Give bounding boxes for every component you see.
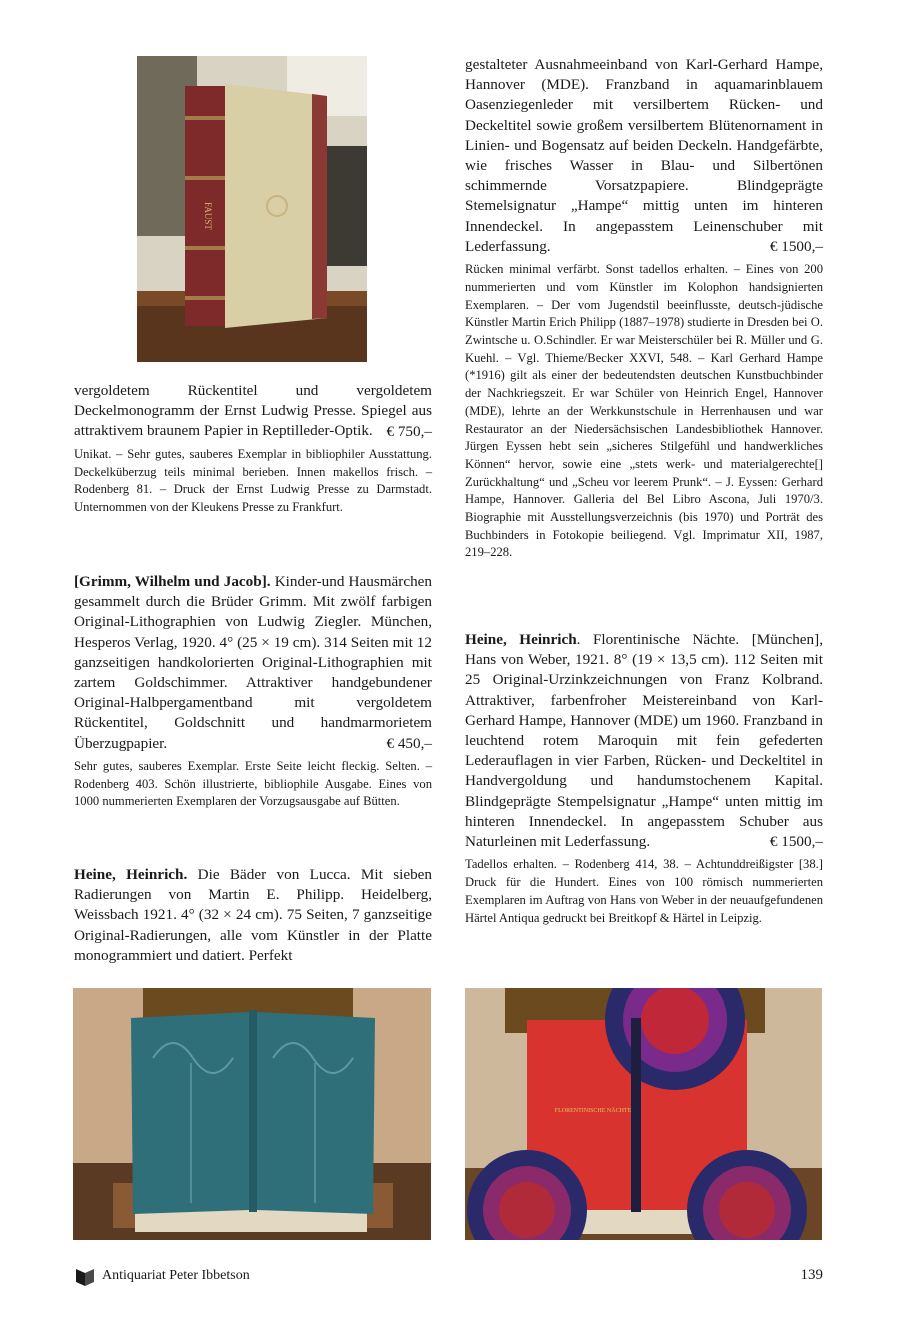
entry-note: Unikat. – Sehr gutes, sauberes Exemplar in bibliophiler Ausstattung. Deckelküberzug teils minimal berieben. Innen makellos frisch. – Rodenberg 81. – Druck der Ernst Ludwig Presse zu Darmstadt. Unternommen von der Kleukens Presse zu Frankfurt. [74, 446, 432, 514]
entry-grimm [74, 572, 432, 811]
footer-publisher: Antiquariat Peter Ibbetson [102, 1268, 250, 1283]
entry-author: Heine, Heinrich. [74, 866, 188, 883]
entry-author: [Grimm, Wilhelm und Jacob]. [74, 573, 271, 590]
entry-note: Sehr gutes, sauberes Exemplar. Erste Seite leicht fleckig. Selten. – Rodenberg 403. Schön illustrierte, bibliophile Ausgabe. Eines von 1000 nummerierten Exemplaren der Vorzugsausgabe auf Bütten. [74, 759, 432, 809]
price: € 1500,– [769, 238, 823, 256]
entry-text: . Florentinische Nächte. [München], Hans von Weber, 1921. 8° (19 × 13,5 cm). 112 Seiten mit 25 Original-Urzinkzeichnungen von Franz Kolbrand. Attraktiver, farbenfroher Meistereinband von Karl-Gerhard Hampe, Hannover (MDE) um 1960. Franzband in leuchtend rotem Maroquin mit fein gefederten Lederauflagen in vier Farben, Rücken- und Deckeltitel in Handvergoldung und handumstochenem Kapital. Blindgeprägte Stempelsignatur „Hampe“ unten mittig im hinteren Innendeckel. In angepasstem Schuber aus Naturleinen mit Lederfassung. [465, 631, 823, 851]
lucca-book-photo [73, 988, 431, 1240]
entry-text: Kinder-und Hausmärchen gesammelt durch die Brüder Grimm. Mit zwölf farbigen Original-Lithographien von Ludwig Ziegler. München, Hesperos Verlag, 1920. 4° (25 × 19 cm). 314 Seiten mit 12 ganzseitigen handkolorierten Original-Lithographien mit zartem Goldschimmer. Attraktiver handgebundener Original-Halbpergamentband mit vergoldetem Rückentitel, Goldschnitt und handmarmorietem Überzugpapier. [74, 573, 433, 752]
entry-faust-continuation [74, 381, 432, 517]
entry-text: gestalteter Ausnahmeeinband von Karl-Gerhard Hampe, Hannover (MDE). Franzband in aquamarinblauem Oasenziegenleder mit versilbertem Rücken- und Deckeltitel sowie großem versilbertem Blütenornament in Linien- und Bogensatz auf beiden Deckeln. Handgefärbte, wie frisches Wasser in Blau- und Silbertönen schimmernde Vorsatzpapiere. Blindgeprägte Stemelsignatur „Hampe“ mittig unten im hinteren Innendeckel. In angepasstem Leinenschuber mit Lederfassung. [465, 56, 823, 255]
entry-heine-florentine [465, 630, 823, 927]
entry-heine-lucca [74, 865, 432, 966]
entry-author: Heine, Heinrich [465, 631, 577, 648]
publisher-logo-icon [74, 1266, 96, 1288]
entry-text: Die Bäder von Lucca. Mit sieben Radierungen von Martin E. Philipp. Heidelberg, Weissbach 1921. 4° (32 × 24 cm). 75 Seiten, 7 ganzseitige Original-Radierungen, alle vom Künstler in der Platte monogrammiert und datiert. Perfekt [74, 866, 432, 964]
price: € 750,– [386, 422, 432, 440]
page-number: 139 [800, 1267, 823, 1283]
entry-heine-lucca-continuation [465, 55, 823, 562]
entry-text: vergoldetem Rückentitel und vergoldetem Deckelmonogramm der Ernst Ludwig Presse. Spiegel aus attraktivem braunem Papier in Reptilleder-Optik. [74, 382, 432, 440]
faust-book-photo [137, 56, 367, 362]
price: € 1500,– [769, 833, 823, 851]
entry-note: Rücken minimal verfärbt. Sonst tadellos erhalten. – Eines von 200 nummerierten und vom Künstler im Kolophon handsignierten Exemplaren. – Der vom Jugendstil beeinflusste, deutsch-jüdische Künstler Martin Erich Philipp (1887–1978) studierte in Dresden bei O. Zwintsche u. O.Schindler. Er war Meisterschüler bei R. Müller und G. Kuehl. – Vgl. Thieme/Becker XXVI, 548. – Karl Gerhard Hampe (*1916) gilt als einer der bedeutendsten deutschen Kunstbuchbinder der Nachkriegszeit. Er war Schüler von Heinrich Engel, Hannover (MDE), lehrte an der Werkkunstschule in Herrenhausen und war Restaurator an der Niedersächsischen Landesbibliothek Hannover. Jürgen Eyssen hebt sein „sicheres Stilgefühl und handwerkliches Können“ hervor, sowie eine „stets werk- und materialgerechte[] Zurückhaltung“ und „Scheu vor leerem Prunk“. – J. Eyssen: Gerhard Hampe, Hannover. Galleria del Bel Libro Ascona, Juli 1970/3. Biographie mit Ausstellungsverzeichnis (bis 1970) und Porträt des Buchbinders in Fotokopie beiliegend. Vgl. Imprimatur XII, 1987, 219–228. [465, 262, 823, 560]
florentine-book-photo [465, 988, 822, 1240]
entry-note: Tadellos erhalten. – Rodenberg 414, 38. – Achtunddreißigster [38.] Druck für die Hundert. Eines von 100 römisch nummerierten Exemplaren im Auftrag von Hans von Weber in der neuaufgefundenen Härtel Antiqua gedruckt bei Breitkopf & Härtel in Leipzig. [465, 857, 823, 925]
price: € 450,– [386, 734, 432, 752]
florentine-spine-title: FLORENTINISCHE NÄCHTE [554, 1108, 632, 1114]
faust-spine-title: FAUST [203, 202, 213, 230]
